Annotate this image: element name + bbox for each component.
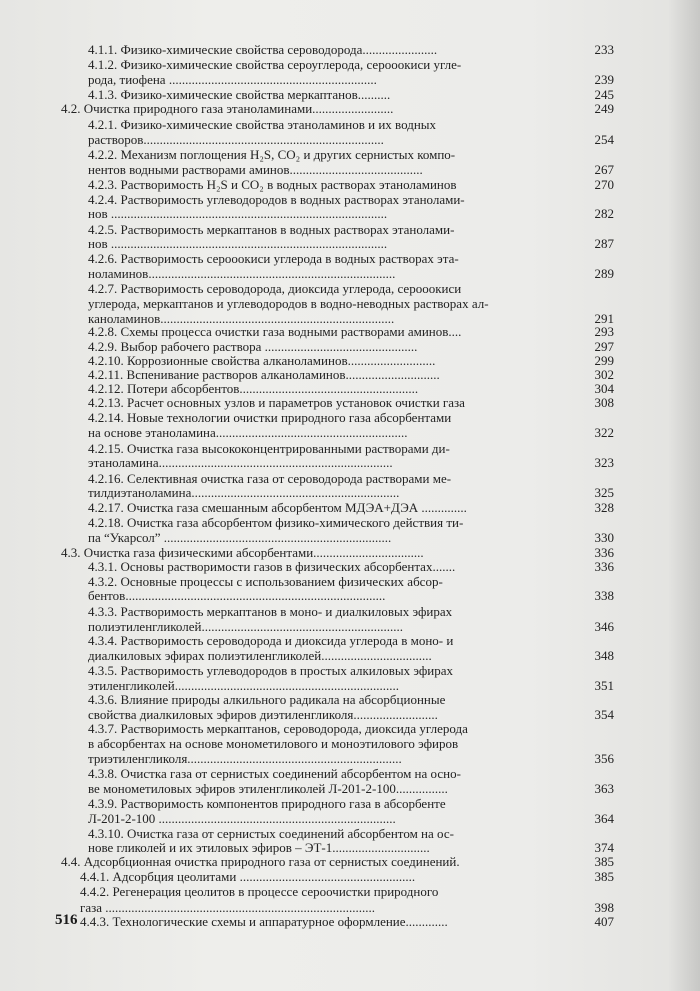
toc-entry-title: 4.2.12. Потери абсорбентов....................................................... [88,381,419,396]
toc-entry-title: 4.2.1. Физико-химические свойства этаноламинов и их водных [88,117,437,132]
toc-entry-page: 330 [594,530,614,545]
toc-entry-title: 4.4.1. Адсорбция цеолитами ...................................................... [80,869,416,884]
toc-entry-page: 348 [594,648,614,663]
toc-entry-page: 351 [594,678,614,693]
toc-entry-page: 287 [594,236,614,251]
toc-entry-title: 4.4. Адсорбционная очистка природного газа от сернистых соединений. [61,854,460,869]
toc-entry-page: 304 [594,381,614,396]
toc-entry-title: этаноламина........................................................................ [88,455,393,470]
toc-entry-title: 4.3.4. Растворимость сероводорода и диоксида углерода в моно- и [88,633,454,648]
toc-entry-title: каноламинов........................................................................ [88,311,395,326]
toc-entry-page: 293 [594,324,614,339]
toc-entry-title: 4.2.11. Вспенивание растворов алканоламинов............................. [88,367,440,382]
toc-entry-title: 4.2.8. Схемы процесса очистки газа водными растворами аминов.... [88,324,462,339]
toc-entry-page: 336 [594,545,614,560]
toc-entry-title: полиэтиленгликолей.............................................................. [88,619,403,634]
toc-entry-title: нентов водными растворами аминов......................................... [88,162,423,177]
toc-entry-page: 267 [594,162,614,177]
toc-entry-title: ноламинов............................................................................ [88,266,396,281]
toc-entry-title: 4.4.2. Регенерация цеолитов в процессе сероочистки природного [80,884,439,899]
toc-entry-title: 4.1.3. Физико-химические свойства меркаптанов.......... [88,87,391,102]
toc-entry-page: 322 [594,425,614,440]
toc-entry-title: 4.2.17. Очистка газа смешанным абсорбентом МДЭА+ДЭА .............. [88,500,467,515]
toc-entry-page: 254 [594,132,614,147]
toc-entry-title: 4.3.2. Основные процессы с использованием физических абсор- [88,574,443,589]
toc-entry-page: 323 [594,455,614,470]
toc-entry-page: 338 [594,588,614,603]
toc-entry-page: 385 [594,869,614,884]
toc-entry-title: триэтиленгликоля.................................................................. [88,751,402,766]
toc-entry-title: 4.4.3. Технологические схемы и аппаратурное оформление............. [80,914,448,929]
toc-entry-page: 398 [594,900,614,915]
toc-entry-page: 336 [594,559,614,574]
toc-entry-title: растворов.......................................................................... [88,132,384,147]
toc-entry-title: 4.2.10. Коррозионные свойства алканоламинов........................... [88,353,436,368]
toc-entry-title: углерода, меркаптанов и углеводородов в водно-неводных растворах ал- [88,296,489,311]
toc-entry-page: 233 [594,42,614,57]
toc-entry-title: 4.2.18. Очистка газа абсорбентом физико-химического действия ти- [88,515,464,530]
toc-entry-page: 289 [594,266,614,281]
toc-entry-page: 291 [594,311,614,326]
toc-entry-title: диалкиловых эфирах полиэтиленгликолей.................................. [88,648,432,663]
toc-entry-title: 4.3. Очистка газа физическими абсорбентами.................................. [61,545,424,560]
toc-entry-title: 4.1.2. Физико-химические свойства сероуглерода, серооокиси угле- [88,57,462,72]
toc-entry-page: 385 [594,854,614,869]
toc-entry-title: в абсорбентах на основе монометилового и моноэтилового эфиров [88,736,459,751]
toc-entry-title: 4.2.2. Механизм поглощения H₂S, CO₂ и других сернистых компо- [88,147,456,162]
toc-entry-page: 374 [594,840,614,855]
toc-entry-title: 4.3.9. Растворимость компонентов природного газа в абсорбенте [88,796,446,811]
toc-entry-page: 354 [594,707,614,722]
toc-entry-title: нов ..................................................................................... [88,236,388,251]
toc-entry-page: 297 [594,339,614,354]
toc-entry-page: 328 [594,500,614,515]
toc-entry-title: 4.3.10. Очистка газа от сернистых соединений абсорбентом на ос- [88,826,454,841]
toc-entry-page: 239 [594,72,614,87]
toc-entry-title: 4.3.1. Основы растворимости газов в физических абсорбентах....... [88,559,456,574]
toc-entry-page: 356 [594,751,614,766]
toc-entry-title: 4.2.9. Выбор рабочего раствора ............................................... [88,339,418,354]
toc-entry-page: 249 [594,101,614,116]
toc-entry-title: 4.2.13. Расчет основных узлов и параметров установок очистки газа [88,395,465,410]
toc-entry-title: 4.2.15. Очистка газа высококонцентрированными растворами ди- [88,441,450,456]
toc-entry-title: рода, тиофена ................................................................ [88,72,377,87]
toc-entry-page: 364 [594,811,614,826]
toc-entry-title: Л-201-2-100 ......................................................................... [88,811,396,826]
toc-entry-title: 4.2.4. Растворимость углеводородов в водных растворах этанолами- [88,192,465,207]
toc-entry-title: 4.3.5. Растворимость углеводородов в простых алкиловых эфирах [88,663,453,678]
toc-entry-title: на основе этаноламина........................................................... [88,425,408,440]
toc-entry-title: 4.2.14. Новые технологии очистки природного газа абсорбентами [88,410,452,425]
toc-entry-title: 4.3.7. Растворимость меркаптанов, сероводорода, диоксида углерода [88,721,468,736]
toc-entry-title: 4.2.7. Растворимость сероводорода, диоксида углерода, серооокиси [88,281,462,296]
toc-entry-page: 407 [594,914,614,929]
toc-entry-title: 4.2.16. Селективная очистка газа от сероводорода растворами ме- [88,471,452,486]
toc-entry-page: 302 [594,367,614,382]
toc-entry-title: свойства диалкиловых эфиров диэтиленгликоля.......................... [88,707,438,722]
toc-entry-page: 299 [594,353,614,368]
toc-entry-title: па “Укарсол” ...................................................................... [88,530,392,545]
toc-entry-title: этиленгликолей..................................................................... [88,678,399,693]
toc-entry-title: ве монометиловых эфиров этиленгликолей Л-201-2-100................ [88,781,448,796]
toc-entry-page: 282 [594,206,614,221]
toc-entry-title: 4.3.8. Очистка газа от сернистых соединений абсорбентом на осно- [88,766,461,781]
toc-entry-page: 308 [594,395,614,410]
toc-entry-title: нове гликолей и их этиловых эфиров – ЭТ-1.............................. [88,840,430,855]
toc-entry-title: 4.3.3. Растворимость меркаптанов в моно- и диалкиловых эфирах [88,604,453,619]
toc-entry-title: 4.2.5. Растворимость меркаптанов в водных растворах этанолами- [88,222,455,237]
toc-entry-title: 4.2.6. Растворимость серооокиси углерода в водных растворах эта- [88,251,459,266]
toc-entry-title: нов ..................................................................................... [88,206,388,221]
toc-entry-page: 363 [594,781,614,796]
toc-entry-page: 325 [594,485,614,500]
toc-entry-title: бентов................................................................................ [88,588,386,603]
toc-entry-title: 4.2.3. Растворимость H₂S и CO₂ в водных растворах этаноламинов [88,177,457,192]
toc-entry-title: 4.2. Очистка природного газа этаноламинами......................... [61,101,394,116]
toc-entry-title: тилдиэтаноламина................................................................ [88,485,400,500]
page-number: 516 [55,912,78,928]
toc-entry-page: 245 [594,87,614,102]
toc-entry-page: 270 [594,177,614,192]
toc-entry-title: 4.1.1. Физико-химические свойства сероводорода....................... [88,42,438,57]
toc-entry-title: 4.3.6. Влияние природы алкильного радикала на абсорбционные [88,692,446,707]
toc-entry-page: 346 [594,619,614,634]
toc-entry-title: газа ................................................................................... [80,900,376,915]
